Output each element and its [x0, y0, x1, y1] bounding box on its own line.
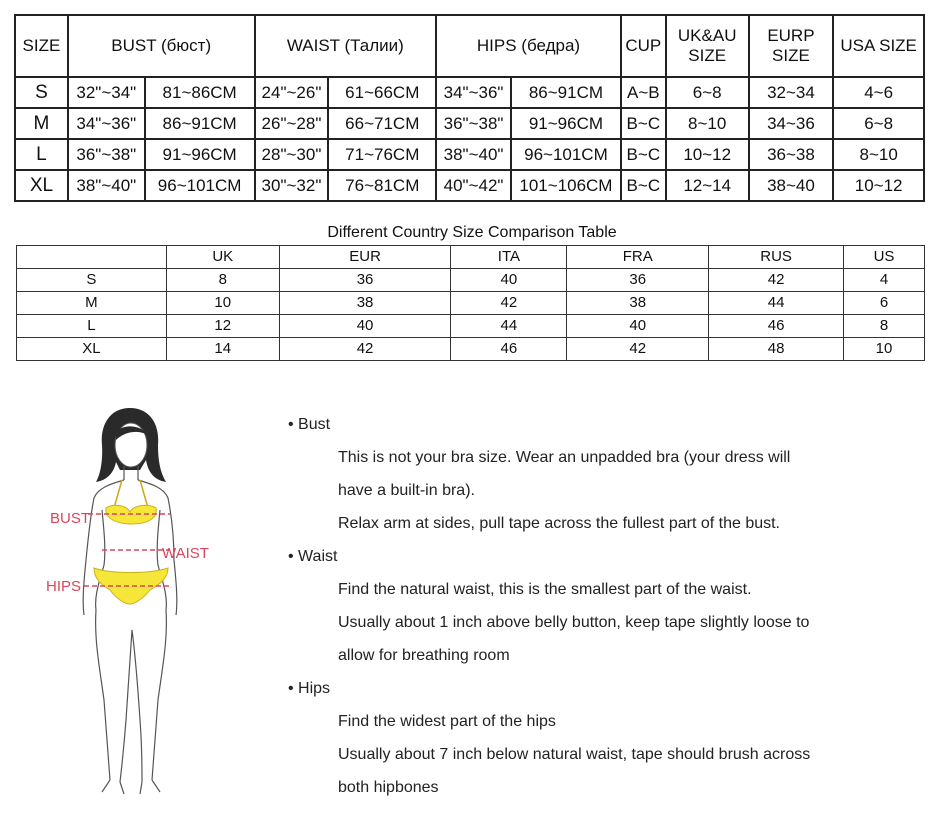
- ukau-cell: 6~8: [666, 77, 749, 108]
- table-row: [17, 315, 925, 338]
- body-measurement-figure: [30, 400, 240, 800]
- hips-cm-cell: 86~91CM: [511, 77, 621, 108]
- table-row: [17, 269, 925, 292]
- eurp-cell: 34~36: [749, 108, 834, 139]
- header-uk: UK: [166, 246, 279, 269]
- header-usa: USA SIZE: [833, 15, 924, 77]
- hips-heading: • Hips: [288, 680, 331, 697]
- waist-instruction: Usually about 1 inch above belly button, keep tape slightly loose to: [338, 614, 810, 631]
- us-cell: 6: [844, 292, 925, 315]
- waist-cm-cell: 76~81CM: [328, 170, 436, 201]
- bust-instruction: have a built-in bra).: [338, 482, 475, 499]
- fra-cell: 40: [567, 315, 709, 338]
- waist-inch-cell: 24"~26": [255, 77, 329, 108]
- bust-cm-cell: 96~101CM: [145, 170, 255, 201]
- cup-cell: B~C: [621, 139, 666, 170]
- rus-cell: 48: [709, 338, 844, 361]
- bust-cm-cell: 86~91CM: [145, 108, 255, 139]
- fra-cell: 42: [567, 338, 709, 361]
- usa-cell: 10~12: [833, 170, 924, 201]
- fra-cell: 38: [567, 292, 709, 315]
- ita-cell: 46: [451, 338, 567, 361]
- waist-cm-cell: 71~76CM: [328, 139, 436, 170]
- eur-cell: 42: [279, 338, 451, 361]
- header-bust: BUST (бюст): [68, 15, 255, 77]
- size-cell: L: [15, 139, 68, 170]
- uk-cell: 14: [166, 338, 279, 361]
- ukau-cell: 12~14: [666, 170, 749, 201]
- waist-inch-cell: 30"~32": [255, 170, 329, 201]
- hips-cm-cell: 91~96CM: [511, 108, 621, 139]
- waist-cm-cell: 61~66CM: [328, 77, 436, 108]
- eur-cell: 40: [279, 315, 451, 338]
- waist-inch-cell: 26"~28": [255, 108, 329, 139]
- rus-cell: 44: [709, 292, 844, 315]
- rus-cell: 46: [709, 315, 844, 338]
- bust-cm-cell: 91~96CM: [145, 139, 255, 170]
- waist-cm-cell: 66~71CM: [328, 108, 436, 139]
- header-ita: ITA: [451, 246, 567, 269]
- size-chart-table: [14, 14, 925, 202]
- bust-inch-cell: 34"~36": [68, 108, 145, 139]
- header-rus: RUS: [709, 246, 844, 269]
- waist-instruction: allow for breathing room: [338, 647, 510, 664]
- table-row: [15, 170, 924, 201]
- ita-cell: 44: [451, 315, 567, 338]
- waist-heading: • Waist: [288, 548, 338, 565]
- header-us: US: [844, 246, 925, 269]
- usa-cell: 6~8: [833, 108, 924, 139]
- bust-label: BUST: [50, 510, 91, 527]
- size-chart-header-row: [15, 15, 924, 77]
- header-eurp: EURP SIZE: [749, 15, 834, 77]
- comparison-header-row: [17, 246, 925, 269]
- header-empty: [17, 246, 167, 269]
- country-comparison-table: [16, 245, 925, 361]
- header-waist: WAIST (Талии): [255, 15, 437, 77]
- us-cell: 4: [844, 269, 925, 292]
- rus-cell: 42: [709, 269, 844, 292]
- hips-instruction: both hipbones: [338, 779, 439, 796]
- header-hips: HIPS (бедра): [436, 15, 621, 77]
- waist-label: WAIST: [162, 545, 209, 562]
- table-row: [15, 139, 924, 170]
- hips-inch-cell: 36"~38": [436, 108, 511, 139]
- table-row: [17, 338, 925, 361]
- ukau-cell: 10~12: [666, 139, 749, 170]
- waist-inch-cell: 28"~30": [255, 139, 329, 170]
- measurement-instructions: [280, 408, 930, 804]
- us-cell: 10: [844, 338, 925, 361]
- eurp-cell: 36~38: [749, 139, 834, 170]
- comparison-table-title: Different Country Size Comparison Table: [327, 224, 617, 241]
- eurp-cell: 38~40: [749, 170, 834, 201]
- size-cell: M: [17, 292, 167, 315]
- hips-cm-cell: 101~106CM: [511, 170, 621, 201]
- header-fra: FRA: [567, 246, 709, 269]
- hips-inch-cell: 40"~42": [436, 170, 511, 201]
- woman-silhouette-illustration: [30, 400, 240, 800]
- table-row: [15, 108, 924, 139]
- size-cell: XL: [15, 170, 68, 201]
- header-ukau: UK&AU SIZE: [666, 15, 749, 77]
- usa-cell: 8~10: [833, 139, 924, 170]
- hips-inch-cell: 34"~36": [436, 77, 511, 108]
- table-row: [17, 292, 925, 315]
- hips-instruction: Find the widest part of the hips: [338, 713, 556, 730]
- bust-inch-cell: 32"~34": [68, 77, 145, 108]
- hips-inch-cell: 38"~40": [436, 139, 511, 170]
- header-cup: CUP: [621, 15, 666, 77]
- header-eur: EUR: [279, 246, 451, 269]
- size-cell: S: [17, 269, 167, 292]
- bust-instruction: Relax arm at sides, pull tape across the fullest part of the bust.: [338, 515, 780, 532]
- eur-cell: 38: [279, 292, 451, 315]
- hips-instruction: Usually about 7 inch below natural waist, tape should brush across: [338, 746, 811, 763]
- size-cell: S: [15, 77, 68, 108]
- cup-cell: B~C: [621, 108, 666, 139]
- uk-cell: 8: [166, 269, 279, 292]
- cup-cell: A~B: [621, 77, 666, 108]
- uk-cell: 10: [166, 292, 279, 315]
- bust-inch-cell: 36"~38": [68, 139, 145, 170]
- bust-instruction: This is not your bra size. Wear an unpadded bra (your dress will: [338, 449, 791, 466]
- ita-cell: 40: [451, 269, 567, 292]
- size-cell: L: [17, 315, 167, 338]
- size-cell: M: [15, 108, 68, 139]
- uk-cell: 12: [166, 315, 279, 338]
- bust-heading: • Bust: [288, 416, 331, 433]
- size-cell: XL: [17, 338, 167, 361]
- hips-cm-cell: 96~101CM: [511, 139, 621, 170]
- eur-cell: 36: [279, 269, 451, 292]
- bust-inch-cell: 38"~40": [68, 170, 145, 201]
- table-row: [15, 77, 924, 108]
- fra-cell: 36: [567, 269, 709, 292]
- ukau-cell: 8~10: [666, 108, 749, 139]
- us-cell: 8: [844, 315, 925, 338]
- ita-cell: 42: [451, 292, 567, 315]
- waist-instruction: Find the natural waist, this is the smallest part of the waist.: [338, 581, 752, 598]
- usa-cell: 4~6: [833, 77, 924, 108]
- header-size: SIZE: [15, 15, 68, 77]
- hips-label: HIPS: [46, 578, 82, 595]
- cup-cell: B~C: [621, 170, 666, 201]
- bust-cm-cell: 81~86CM: [145, 77, 255, 108]
- eurp-cell: 32~34: [749, 77, 834, 108]
